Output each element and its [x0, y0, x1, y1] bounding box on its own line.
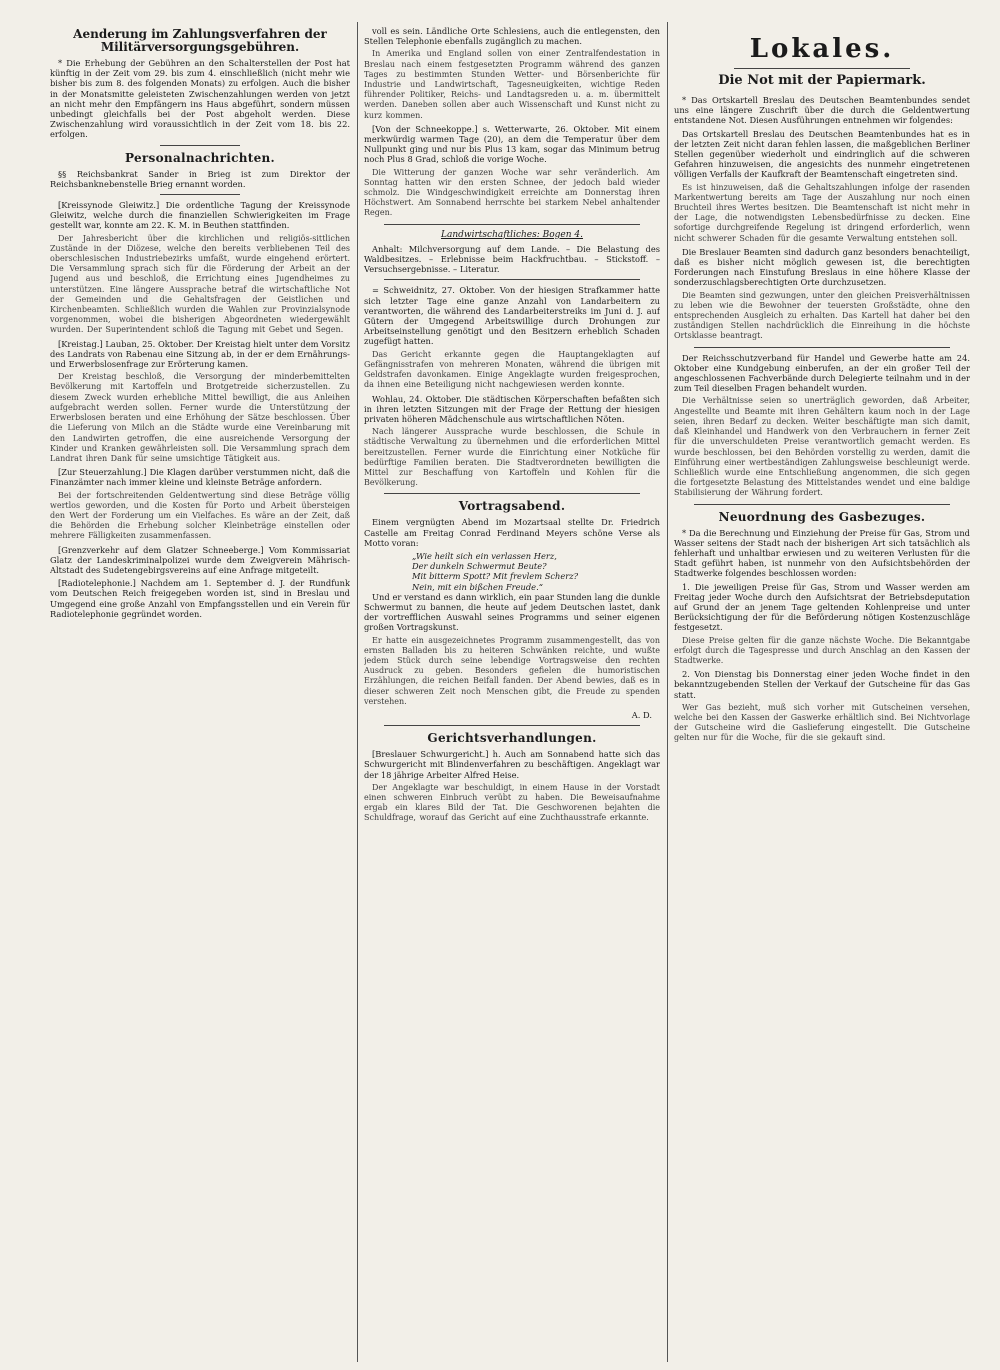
divider: [384, 279, 640, 280]
article-paragraph: [Radiotelephonie.] Nachdem am 1. September d. J. der Rundfunk vom Deutschen Reich freigegeben worden ist, sind in Breslau und Umgegend eine große Anzahl von Empfangsstellen und ein Verein für Radiotelephonie gegründet worden.: [50, 578, 350, 619]
article-paragraph: = Schweidnitz, 27. Oktober. Von der hiesigen Strafkammer hatte sich letzter Tage eine ganze Anzahl von Landarbeitern zu verantworten, die während des Landarbeiterstreiks im Juni d. J. auf Gütern der Umgegend Arbeitswillige durch Drohungen zur Arbeitseinstellung genötigt und den Besitzern erheblich Schaden zugefügt hatten.: [364, 285, 660, 347]
article-body: Die Beamten sind gezwungen, unter den gleichen Preisverhältnissen zu leben wie die Bewohner der teuersten Großstädte, ohne den entsprechenden Ausgleich zu erhalten. Das Kartell hat daher bei den zuständigen Stellen nachdrücklich die Einreihung in die höchste Ortsklasse beantragt.: [674, 290, 970, 341]
column-rule: [667, 22, 668, 1362]
article-body: Die Witterung der ganzen Woche war sehr veränderlich. Am Sonntag hatten wir den ersten Schnee, der jedoch bald wieder schmolz. Die Windgeschwindigkeit erreichte am Donnerstag ihren Höchstwert. Am Sonnabend herrschte bei starkem Nebel anhaltender Regen.: [364, 167, 660, 218]
divider: [384, 493, 640, 494]
divider: [384, 725, 640, 726]
article-paragraph: [Von der Schneekoppe.] s. Wetterwarte, 26. Oktober. Mit einem merkwürdig warmen Tage (20), an dem die Temperatur über dem Nullpunkt ging und nur bis Plus 13 kam, sogar das Minimum betrug noch Plus 8 Grad, schloß die vorige Woche.: [364, 123, 660, 165]
poem: [412, 551, 660, 592]
article-body: Er hatte ein ausgezeichnetes Programm zusammengestellt, das von ernsten Balladen bis zu heiteren Schwänken reichte, und wußte jedem Stück durch seine lebendige Vortragsweise den rechten Ausdruck zu geben. Besonders gefielen die humoristischen Erzählungen, die reichen Beifall fanden. Der Abend bewies, daß es in dieser schweren Zeit noch Menschen gibt, die Freude zu spenden verstehen.: [364, 635, 660, 706]
heading-gerichtsverhandlungen: Gerichtsverhandlungen.: [427, 731, 597, 746]
heading-vortragsabend: Vortragsabend.: [458, 499, 566, 514]
heading-landwirtschaft: Landwirtschaftliches: Bogen 4.: [441, 229, 583, 240]
article-body: Die Verhältnisse seien so unerträglich geworden, daß Arbeiter, Angestellte und Beamte mit ihren Gehältern kaum noch in der Lage seien, ihren Bedarf zu decken. Weiter beschäftigte man sich damit, daß Kleinhandel und Handwerk von den Verbrauchern in ferner Zeit für die unverschuldeten Preise verantwortlich gemacht werden. Es wurde beschlossen, bei den Behörden vorstellig zu werden, damit die Einführung einer wertbeständigen Zahlungsweise beschleunigt werde. Schließlich wurde eine Entschließung angenommen, die sich gegen die fortgesetzte Belastung des Mittelstandes wendet und eine baldige Stabilisierung der Währung fordert.: [674, 396, 970, 498]
column-right: [674, 26, 970, 1362]
article-paragraph: Wohlau, 24. Oktober. Die städtischen Körperschaften befaßten sich in ihren letzten Sitzungen mit der Frage der Rettung der hiesigen privaten höheren Mädchenschule aus wirtschaftlichen Nöten.: [364, 393, 660, 424]
poem-line: Nein, mit ein bißchen Freude.“: [412, 581, 543, 592]
article-paragraph: [Zur Steuerzahlung.] Die Klagen darüber verstummen nicht, daß die Finanzämter nach immer kleine und kleinste Beträge anfordern.: [50, 467, 350, 488]
article-paragraph: Und er verstand es dann wirklich, ein paar Stunden lang die dunkle Schwermut zu bannen, die heute auf jedem Deutschen lastet, dank der vortrefflichen Auswahl seines Programms und seiner eigenen großen Vortragskunst.: [364, 591, 660, 633]
section-title-lokales: Lokales.: [749, 34, 895, 64]
article-paragraph: [Kreissynode Gleiwitz.] Die ordentliche Tagung der Kreissynode Gleiwitz, welche durch die finanziellen Schwierigkeiten im Frage gestellt war, konnte am 22. K. M. in Beuthen stattfinden.: [50, 200, 350, 231]
article-body: Das Gericht erkannte gegen die Hauptangeklagten auf Gefängnisstrafen von mehreren Monaten, während die übrigen mit Geldstrafen davonkamen. Einige Angeklagte wurden freigesprochen, da ihnen eine Beteiligung nicht nachgewiesen werden konnte.: [364, 349, 660, 390]
headline-militaer: Aenderung im Zahlungsverfahren der Militärversorgungsgebühren.: [73, 27, 327, 54]
poem-line: Mit bitterm Spott? Mit frevlem Scherz?: [412, 571, 579, 582]
article-paragraph: * Da die Berechnung und Einziehung der Preise für Gas, Strom und Wasser seitens der Stadt nach der bisherigen Art sich tatsächlich als fehlerhaft und unhaltbar erwiesen und zu weiteren Verlusten für die Stadt geführt haben, ist nunmehr von den Aufsichtsbehörden der Stadtwerke folgendes beschlossen worden:: [674, 527, 970, 579]
article-paragraph: §§ Reichsbankrat Sander in Brieg ist zum Direktor der Reichsbanknebenstelle Brieg ernannt worden.: [50, 168, 350, 189]
article-paragraph: Einem vergnügten Abend im Mozartsaal stellte Dr. Friedrich Castelle am Freitag Conrad Ferdinand Meyers schöne Verse als Motto voran:: [364, 517, 660, 548]
heading-gasbezug: Neuordnung des Gasbezuges.: [718, 509, 926, 524]
article-paragraph: * Das Ortskartell Breslau des Deutschen Beamtenbundes sendet uns eine längere Zuschrift über die durch die Geldentwertung entstandene Not. Diesen Ausführungen entnehmen wir folgendes:: [674, 95, 970, 126]
article-body: Es ist hinzuweisen, daß die Gehaltszahlungen infolge der rasenden Markentwertung bereits am Tage der Auszahlung nur noch einen Bruchteil ihres Wertes besitzen. Die Beamtenschaft ist nicht mehr in der Lage, die notwendigsten Lebensbedürfnisse zu decken. Eine sofortige durchgreifende Regelung ist dringend erforderlich, wenn nicht schwerer Schaden für die gesamte Verwaltung entstehen soll.: [674, 182, 970, 243]
article-paragraph: 1. Die jeweiligen Preise für Gas, Strom und Wasser werden am Freitag jeder Woche durch den Aufsichtsrat der Betriebsdeputation auf Grund der an jenem Tage geltenden Kohlenpreise und unter Berücksichtigung der für die Beförderung nötigen Kostenzuschläge festgesetzt.: [674, 581, 970, 633]
article-paragraph: * Die Erhebung der Gebühren an den Schalterstellen der Post hat künftig in der Zeit vom 29. bis zum 4. einschließlich (nicht mehr wie bisher bis zum 8. des folgenden Monats) zu erfolgen. Auch die bisher in der Monatsmitte geleisteten Zwischenzahlungen werden von jetzt an nicht mehr den Empfängern ins Haus abgeführt, sondern müssen unbedingt gleichfalls bei der Post abgeholt werden. Diese Zwischenzahlung wird voraussichtlich in der Zeit vom 18. bis 22. erfolgen.: [50, 58, 350, 140]
article-paragraph: voll es sein. Ländliche Orte Schlesiens, auch die entlegensten, den Stellen Telephonie ebenfalls zugänglich zu machen.: [364, 26, 660, 47]
poem-line: Der dunkeln Schwermut Beute?: [412, 561, 547, 572]
article-paragraph: Die Breslauer Beamten sind dadurch ganz besonders benachteiligt, daß es bisher nicht möglich gewesen ist, die berechtigten Forderungen nach Einstufung Breslaus in eine höhere Klasse der sonderzuschlagsberechtigten Orte durchzusetzen.: [674, 246, 970, 288]
author-signature: A. D.: [631, 709, 652, 720]
article-body: Bei der fortschreitenden Geldentwertung sind diese Beträge völlig wertlos geworden, und die Kosten für Porto und Arbeit übersteigen den Wert der Forderung um ein Vielfaches. Es wäre an der Zeit, daß die Behörden die Erhebung solcher Kleinbeträge einstellen oder mehrere Fälligkeiten zusammenfassen.: [50, 490, 350, 541]
article-body: Der Kreistag beschloß, die Versorgung der minderbemittelten Bevölkerung mit Kartoffeln und Brotgetreide sicherzustellen. Zu diesem Zweck wurden erhebliche Mittel bewilligt, die aus Anleihen aufgebracht werden sollen. Ferner wurde die Unterstützung der Erwerbslosen beraten und eine Erhöhung der Sätze beschlossen. Über die Lieferung von Milch an die Städte wurde eine Vereinbarung mit den Landwirten getroffen, die eine ausreichende Versorgung der Kinder und Kranken gewährleisten soll. Die Versammlung sprach dem Landrat ihren Dank für seine umsichtige Tätigkeit aus.: [50, 372, 350, 463]
article-paragraph: Der Reichsschutzverband für Handel und Gewerbe hatte am 24. Oktober eine Kundgebung einberufen, an der ein großer Teil der angeschlossenen Fachverbände durch Delegierte teilnahm und in der zum Teil dieselben Fragen behandelt wurden.: [674, 352, 970, 394]
article-body: Diese Preise gelten für die ganze nächste Woche. Die Bekanntgabe erfolgt durch die Tagespresse und durch Anschlag an den Kassen der Stadtwerke.: [674, 635, 970, 665]
article-paragraph: Das Ortskartell Breslau des Deutschen Beamtenbundes hat es in der letzten Zeit nicht daran fehlen lassen, die maßgeblichen Berliner Stellen gegenüber wiederholt und eindringlich auf die schweren Gefahren hinzuweisen, die angesichts des nunmehr eingetretenen völligen Verfalls der Kaufkraft der Beamtenschaft eingetreten sind.: [674, 128, 970, 180]
article-paragraph: [Grenzverkehr auf dem Glatzer Schneeberge.] Vom Kommissariat Glatz der Landeskriminalpolizei wurde dem Zweigverein Mährisch-Altstadt des Sudetengebirgsvereins auf eine Anfrage mitgeteilt.: [50, 544, 350, 575]
article-body: In Amerika und England sollen von einer Zentralfendestation in Breslau nach einem festgesetzten Programm während des ganzen Tages zu bestimmten Stunden Wetter- und Börsenberichte für Industrie und Landwirtschaft, Tagesneuigkeiten, wichtige Reden führender Politiker, Reichs- und Landtagsreden u. a. m. übermittelt werden. Daneben sollen aber auch Wissenschaft und Kunst nicht zu kurz kommen.: [364, 49, 660, 120]
column-rule: [357, 22, 358, 1362]
divider: [694, 347, 950, 348]
divider: [384, 224, 640, 225]
article-paragraph: [Kreistag.] Lauban, 25. Oktober. Der Kreistag hielt unter dem Vorsitz des Landrats von Rabenau eine Sitzung ab, in der er dem Ernährungs- und Erwerbslosenfrage zur Erörterung kamen.: [50, 338, 350, 370]
divider: [160, 145, 240, 146]
column-left: [50, 26, 350, 1362]
heading-papiermark: Die Not mit der Papiermark.: [718, 73, 926, 88]
article-paragraph: Anhalt: Milchversorgung auf dem Lande. – Die Belastung des Waldbesitzes. – Erlebnisse beim Hackfruchtbau. – Stickstoff. – Versuchsergebnisse. – Literatur.: [364, 243, 660, 275]
article-body: Nach längerer Aussprache wurde beschlossen, die Schule in städtische Verwaltung zu übernehmen und die erforderlichen Mittel bereitzustellen. Ferner wurde die Einrichtung einer Notküche für bedürftige Familien beraten. Die Stadtverordneten bewilligten die Mittel zur Beschaffung von Kartoffeln und Kohlen für die Bevölkerung.: [364, 427, 660, 488]
divider: [694, 504, 950, 505]
article-paragraph: [Breslauer Schwurgericht.] h. Auch am Sonnabend hatte sich das Schwurgericht mit Blindenverfahren zu beschäftigen. Angeklagt war der 18 jährige Arbeiter Alfred Heise.: [364, 749, 660, 780]
divider: [160, 194, 240, 195]
article-body: Der Angeklagte war beschuldigt, in einem Hause in der Vorstadt einen schweren Einbruch verübt zu haben. Die Beweisaufnahme ergab ein klares Bild der Tat. Die Geschworenen bejahten die Schuldfrage, worauf das Gericht auf eine Zuchthausstrafe erkannte.: [364, 782, 660, 823]
column-middle: [364, 26, 660, 1362]
divider: [734, 68, 910, 69]
heading-personal: Personalnachrichten.: [125, 150, 275, 165]
article-body: Der Jahresbericht über die kirchlichen und religiös-sittlichen Zustände in der Diözese, welche den bereits verbliebenen Teil des oberschlesischen Industriebezirks umfaßt, wurde eingehend erörtert. Die Versammlung sprach sich für die Förderung der Arbeit an der Jugend aus und beschloß, die Errichtung eines Jugendheimes zu unterstützen. Eine längere Aussprache betraf die wirtschaftliche Not der Gemeinden und die Gehaltsfragen der Geistlichen und Kirchenbeamten. Schließlich wurden die Wahlen zur Provinzialsynode vorgenommen, wobei die bisherigen Abgeordneten wiedergewählt wurden. Der Superintendent schloß die Tagung mit Gebet und Segen.: [50, 233, 350, 335]
article-body: Wer Gas bezieht, muß sich vorher mit Gutscheinen versehen, welche bei den Kassen der Gaswerke erhältlich sind. Bei Nichtvorlage der Gutscheine wird die Gaslieferung eingestellt. Die Gutscheine gelten nur für die Woche, für die sie gekauft sind.: [674, 702, 970, 743]
poem-line: „Wie heilt sich ein verlassen Herz,: [412, 550, 557, 561]
article-paragraph: 2. Von Dienstag bis Donnerstag einer jeden Woche findet in den bekanntzugebenden Stellen der Verkauf der Gutscheine für das Gas statt.: [674, 669, 970, 700]
